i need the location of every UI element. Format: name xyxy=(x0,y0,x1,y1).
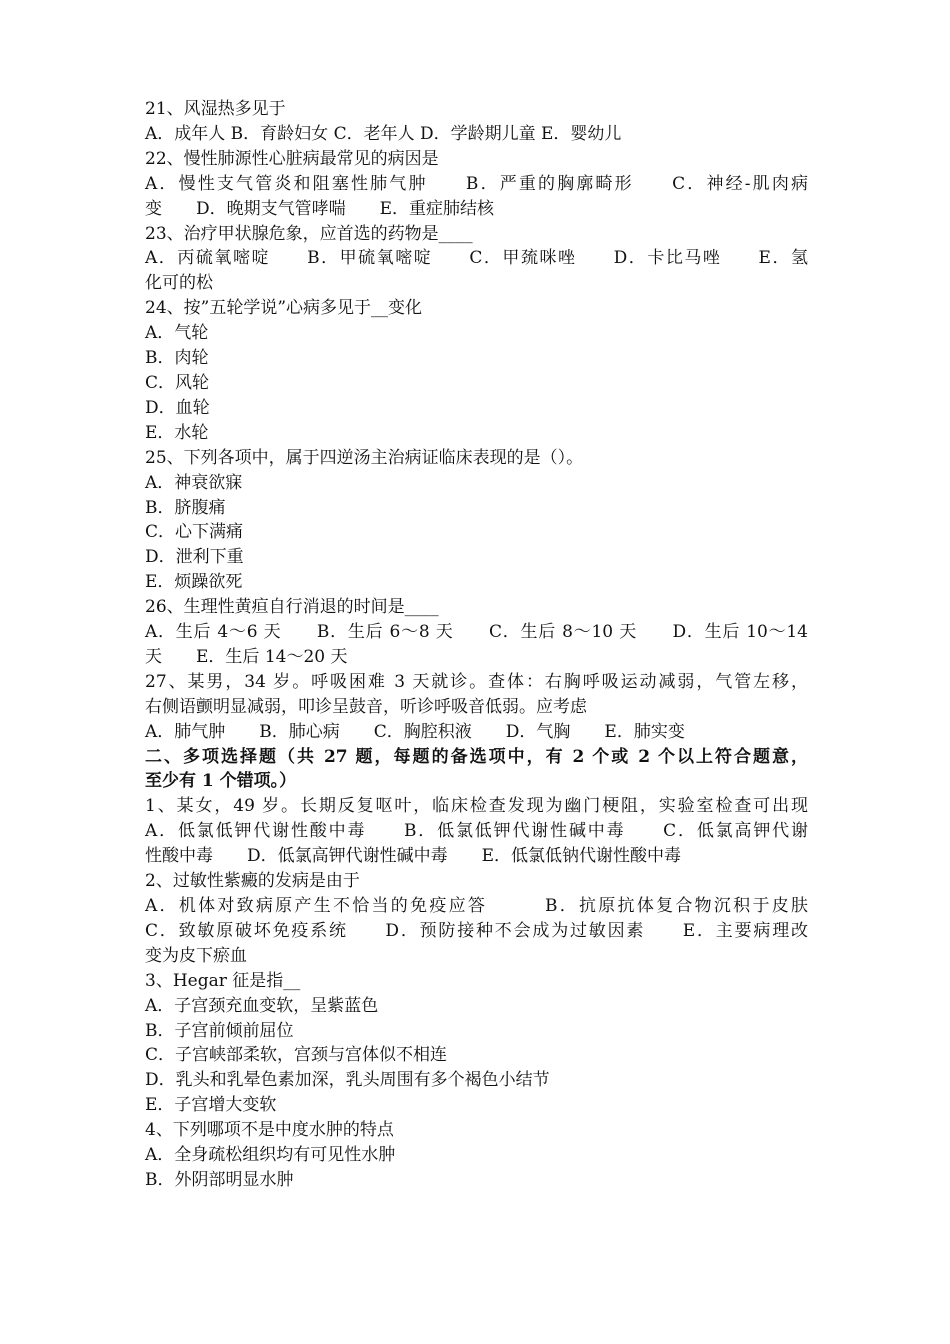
question-27-line-2: 右侧语颤明显减弱，叩诊呈鼓音，听诊呼吸音低弱。应考虑 xyxy=(145,696,587,717)
multi-question-3-option-b: B．子宫前倾前屈位 xyxy=(145,1020,294,1041)
question-25: 25、下列各项中，属于四逆汤主治病证临床表现的是（）。 xyxy=(145,447,584,468)
question-24-option-a: A．气轮 xyxy=(145,323,209,344)
multi-question-3-option-c: C．子宫峡部柔软，宫颈与宫体似不相连 xyxy=(145,1045,448,1066)
question-26-options-line-2: 天 E．生后 14～20 天 xyxy=(145,646,348,667)
question-24-option-c: C．风轮 xyxy=(145,372,210,393)
multi-question-4-option-b: B．外阴部明显水肿 xyxy=(145,1169,294,1190)
multi-question-3-option-e: E．子宫增大变软 xyxy=(145,1095,277,1116)
multi-question-2-options-line-2: C．致敏原破坏免疫系统 D．预防接种不会成为过敏因素 E．主要病理改 xyxy=(145,920,808,941)
question-23: 23、治疗甲状腺危象，应首选的药物是____ xyxy=(145,223,473,244)
question-24: 24、按”五轮学说”心病多见于__变化 xyxy=(145,298,423,319)
multi-question-1-options-line-1: A．低氯低钾代谢性酸中毒 B．低氯低钾代谢性碱中毒 C．低氯高钾代谢 xyxy=(145,821,808,842)
question-26: 26、生理性黄疸自行消退的时间是____ xyxy=(145,597,439,618)
section-heading-line-2: 至少有 1 个错项。） xyxy=(145,771,297,792)
question-25-option-b: B．脐腹痛 xyxy=(145,497,226,518)
question-24-option-d: D．血轮 xyxy=(145,397,210,418)
multi-question-1-options-line-2: 性酸中毒 D．低氯高钾代谢性碱中毒 E．低氯低钠代谢性酸中毒 xyxy=(145,846,682,867)
question-25-option-a: A．神衰欲寐 xyxy=(145,472,243,493)
multi-question-3: 3、Hegar 征是指__ xyxy=(145,970,301,991)
question-25-option-c: C．心下满痛 xyxy=(145,522,244,543)
question-21: 21、风湿热多见于 xyxy=(145,99,286,119)
question-23-options-line-1: A．丙硫氧嘧啶 B．甲硫氧嘧啶 C．甲巯咪唑 D．卡比马唑 E．氢 xyxy=(145,248,808,269)
document-page xyxy=(145,97,808,1193)
question-22: 22、慢性肺源性心脏病最常见的病因是 xyxy=(145,148,439,169)
question-27-line-1: 27、某男，34 岁。呼吸困难 3 天就诊。查体：右胸呼吸运动减弱，气管左移， xyxy=(145,671,808,692)
multi-question-4: 4、下列哪项不是中度水肿的特点 xyxy=(145,1120,394,1141)
question-22-options-line-1: A．慢性支气管炎和阻塞性肺气肿 B．严重的胸廓畸形 C．神经-肌肉病 xyxy=(145,173,808,194)
question-24-option-e: E．水轮 xyxy=(145,422,209,443)
section-heading-line-1: 二、多项选择题（共 27 题，每题的备选项中，有 2 个或 2 个以上符合题意， xyxy=(145,746,808,767)
question-24-option-b: B．肉轮 xyxy=(145,348,209,369)
multi-question-2-options-line-3: 变为皮下瘀血 xyxy=(145,945,247,966)
question-26-options-line-1: A．生后 4～6 天 B．生后 6～8 天 C．生后 8～10 天 D．生后 10～14 xyxy=(145,622,808,643)
multi-question-2: 2、过敏性紫癜的发病是由于 xyxy=(145,871,360,892)
multi-question-2-options-line-1: A．机体对致病原产生不恰当的免疫应答 B．抗原抗体复合物沉积于皮肤 xyxy=(145,896,808,916)
multi-question-3-option-a: A．子宫颈充血变软，呈紫蓝色 xyxy=(145,995,379,1016)
question-23-options-line-2: 化可的松 xyxy=(145,273,213,294)
multi-question-4-option-a: A．全身疏松组织均有可见性水肿 xyxy=(145,1145,396,1166)
question-27-options: A．肺气肿 B．肺心病 C．胸腔积液 D．气胸 E．肺实变 xyxy=(145,721,685,742)
question-25-option-d: D．泄利下重 xyxy=(145,547,244,568)
question-25-option-e: E．烦躁欲死 xyxy=(145,572,243,593)
multi-question-3-option-d: D．乳头和乳晕色素加深，乳头周围有多个褐色小结节 xyxy=(145,1070,550,1091)
question-21-options: A．成年人 B．育龄妇女 C．老年人 D．学龄期儿童 E．婴幼儿 xyxy=(145,123,622,144)
question-22-options-line-2: 变 D．晚期支气管哮喘 E．重症肺结核 xyxy=(145,198,495,219)
multi-question-1: 1、某女，49 岁。长期反复呕叶，临床检查发现为幽门梗阻，实验室检查可出现 xyxy=(145,796,808,817)
